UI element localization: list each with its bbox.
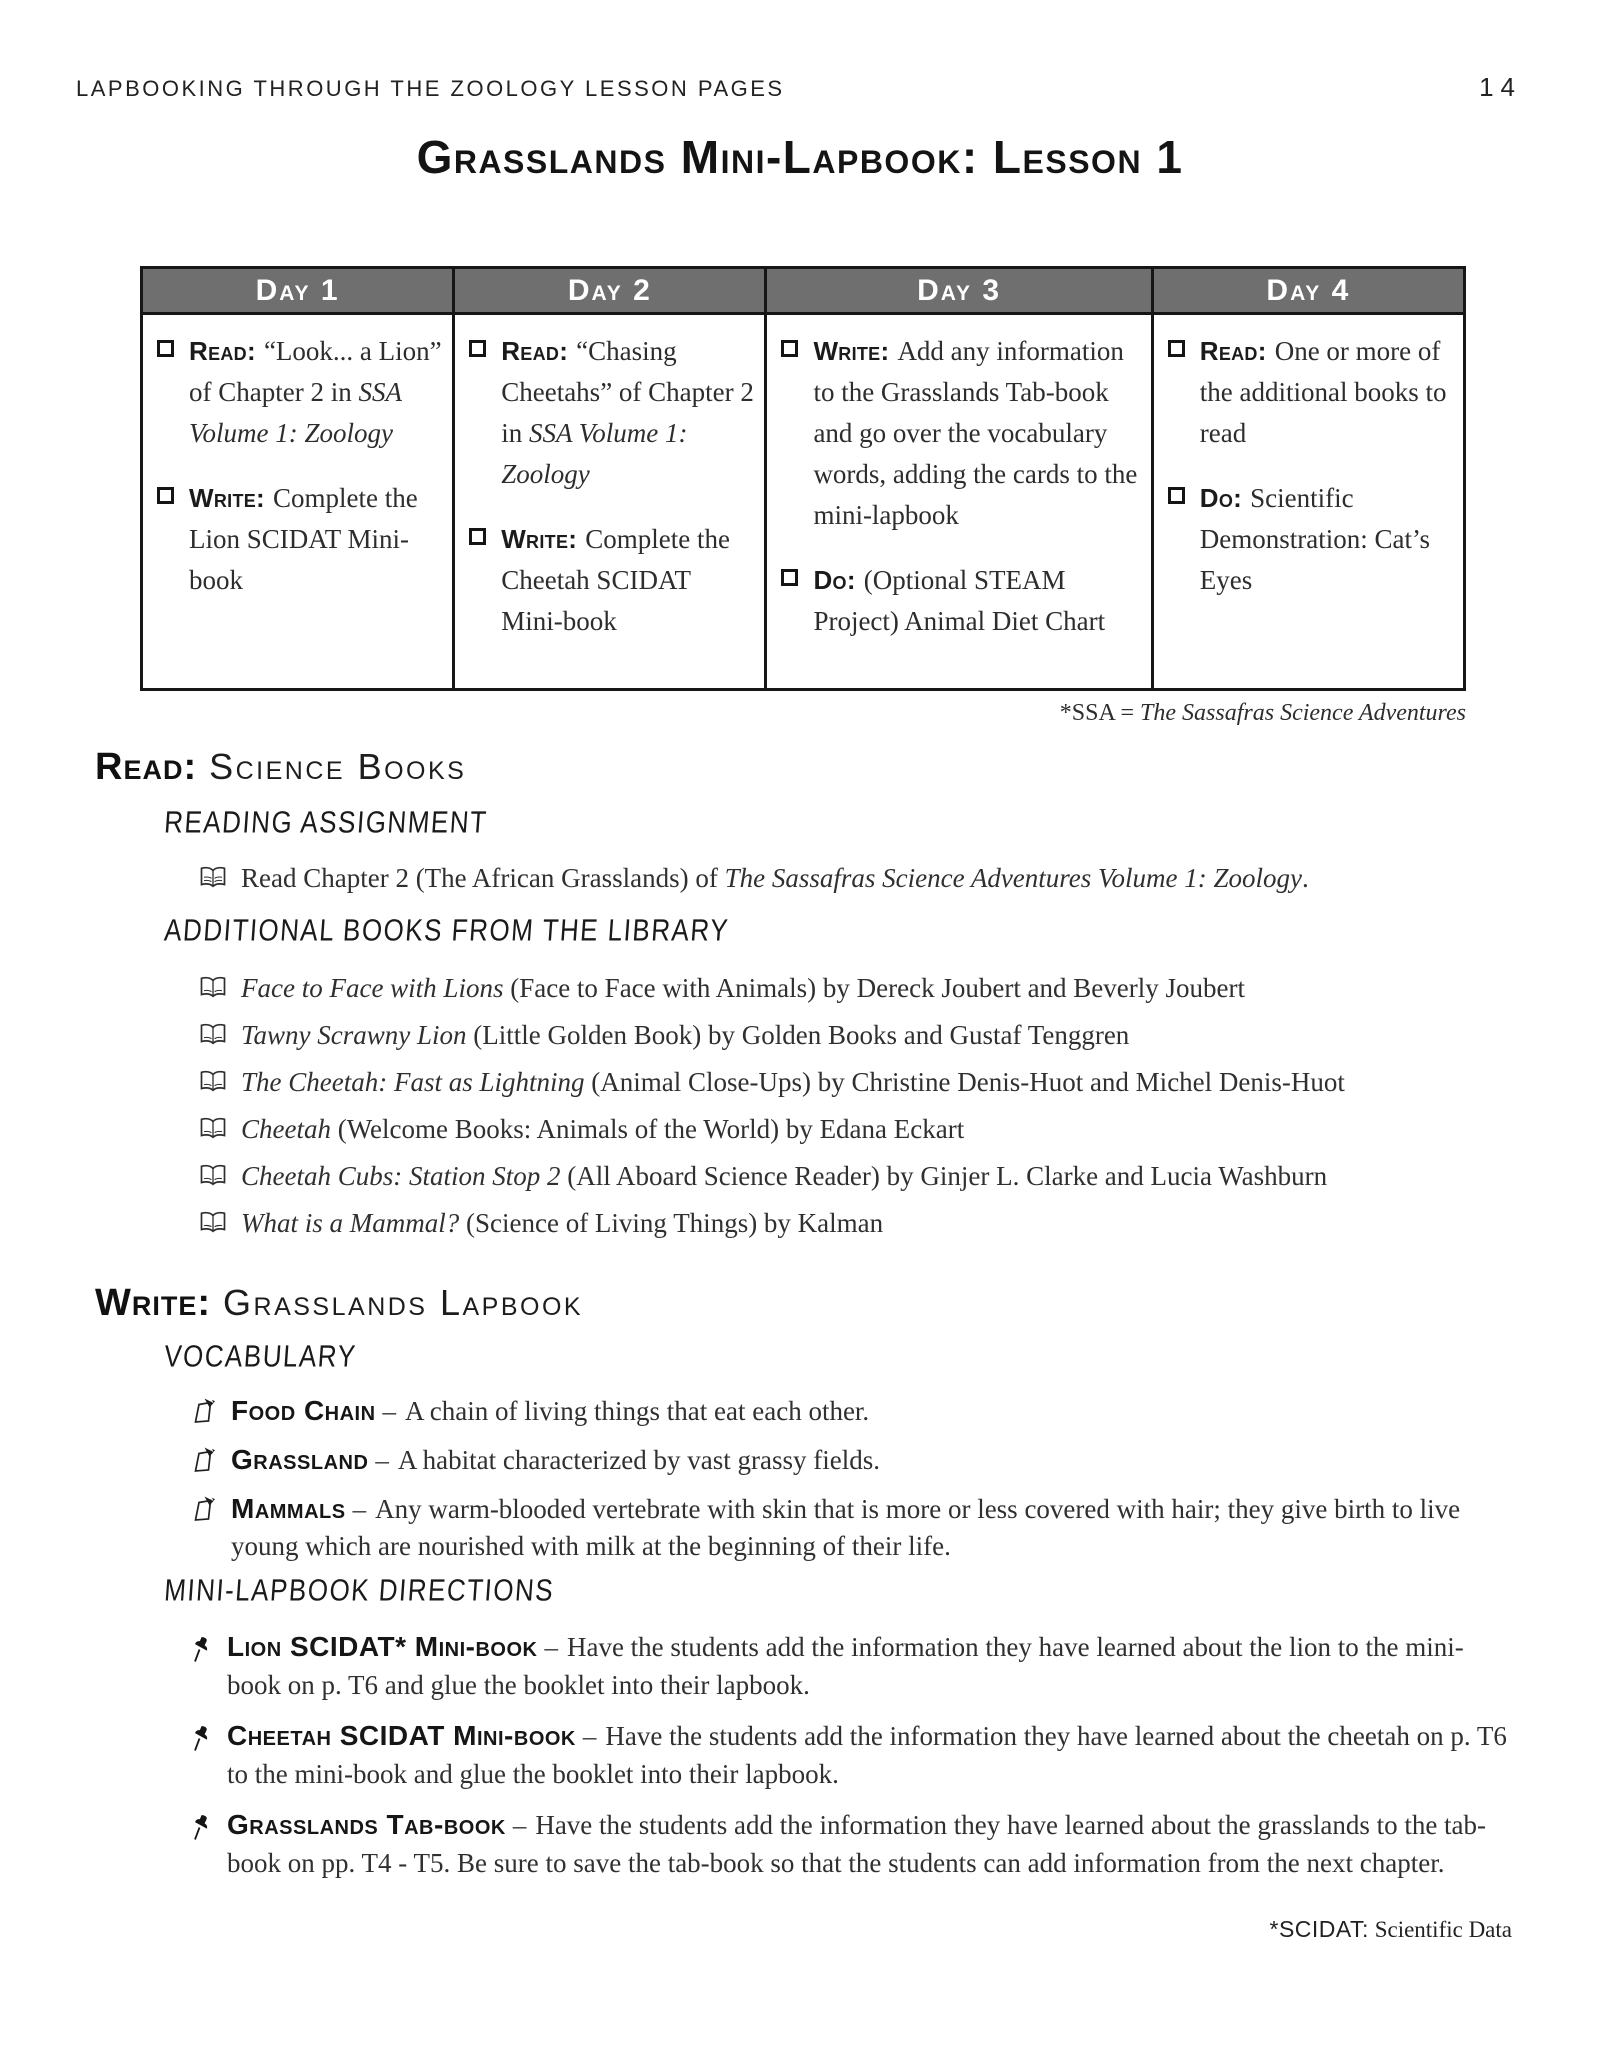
read-heading-label: Read: xyxy=(95,746,198,788)
additional-books-list xyxy=(199,972,1514,1254)
schedule-table xyxy=(140,266,1466,691)
book-text xyxy=(241,1113,964,1145)
vocabulary-list xyxy=(192,1392,1514,1576)
book-item xyxy=(199,1207,1514,1239)
open-book-icon xyxy=(199,1164,227,1192)
day-3-header: Day 3 xyxy=(766,268,1152,314)
book-item xyxy=(199,1160,1514,1192)
book-title: Tawny Scrawny Lion xyxy=(241,1020,467,1050)
directions-subhead: MINI-LAPBOOK DIRECTIONS xyxy=(163,1572,556,1608)
direction-text xyxy=(227,1717,1514,1793)
vocab-definition: A habitat characterized by vast grassy fields. xyxy=(397,1445,880,1475)
task-desc: Complete the Lion SCIDAT Mini-book xyxy=(189,483,418,595)
footnote-title: The Sassafras Science Adventures xyxy=(1140,700,1466,726)
checkbox-icon xyxy=(1168,340,1185,357)
task-label: Write: xyxy=(813,336,890,366)
read-heading-text: Science Books xyxy=(209,746,467,787)
task-label: Do: xyxy=(1199,483,1243,513)
book-text xyxy=(241,1160,1327,1192)
day-1-cell xyxy=(142,314,454,690)
task-text xyxy=(501,331,754,495)
book-item xyxy=(199,1019,1514,1051)
book-rest: (Little Golden Book) by Golden Books and Gustaf Tenggren xyxy=(466,1020,1130,1050)
task-text xyxy=(189,331,442,454)
pushpin-icon xyxy=(192,1814,209,1846)
task-desc: One or more of the additional books to read xyxy=(1199,336,1447,448)
reading-assignment-subhead: READING ASSIGNMENT xyxy=(163,804,489,840)
schedule-body-row xyxy=(142,314,1465,690)
scidat-label: *SCIDAT: xyxy=(1269,1916,1369,1942)
assignment-title: The Sassafras Science Adventures Volume 1: Zoology xyxy=(724,863,1303,893)
page-number: 14 xyxy=(1479,72,1522,102)
open-book-icon xyxy=(199,1211,227,1239)
vocab-term: Food Chain xyxy=(231,1395,376,1426)
open-book-icon xyxy=(199,866,227,894)
checkbox-icon xyxy=(781,569,798,586)
task-text xyxy=(813,560,1140,642)
task-item xyxy=(157,331,442,454)
direction-term: Lion SCIDAT* Mini-book xyxy=(227,1631,538,1662)
book-rest: (All Aboard Science Reader) by Ginjer L. Clarke and Lucia Washburn xyxy=(560,1161,1328,1191)
running-header: LAPBOOKING THROUGH THE ZOOLOGY LESSON PAGES xyxy=(76,76,785,101)
task-desc: (Optional STEAM Project) Animal Diet Chart xyxy=(813,565,1106,636)
checkbox-icon xyxy=(469,340,486,357)
direction-item xyxy=(192,1717,1514,1793)
task-item xyxy=(1168,478,1453,601)
task-item xyxy=(157,478,442,601)
vocab-term: Mammals xyxy=(231,1493,346,1524)
read-section-heading xyxy=(95,746,466,789)
vocab-definition: A chain of living things that eat each other. xyxy=(405,1396,870,1426)
vocab-text xyxy=(231,1490,1514,1565)
direction-term: Cheetah SCIDAT Mini-book xyxy=(227,1720,576,1751)
write-heading-text: Grasslands Lapbook xyxy=(223,1282,584,1323)
book-title: Cheetah Cubs: Station Stop 2 xyxy=(241,1161,561,1191)
book-item xyxy=(199,1066,1514,1098)
pencil-note-icon xyxy=(192,1397,216,1430)
book-text xyxy=(241,1207,883,1239)
additional-books-subhead: ADDITIONAL BOOKS FROM THE LIBRARY xyxy=(163,912,731,948)
task-text xyxy=(813,331,1140,536)
assignment-post: . xyxy=(1302,863,1309,893)
assignment-pre: Read Chapter 2 (The African Grasslands) of xyxy=(241,863,725,893)
direction-item xyxy=(192,1806,1514,1882)
reading-assignment-item xyxy=(199,862,1514,909)
checkbox-icon xyxy=(469,528,486,545)
direction-body: Have the students add the information they have learned about the cheetah on p. T6 to the mini-book and glue the booklet into their lapbook. xyxy=(227,1721,1507,1789)
footer-note xyxy=(1270,1916,1513,1943)
footnote-prefix: *SSA = xyxy=(1059,700,1141,726)
task-desc-italic: SSA Volume 1: Zoology xyxy=(501,418,688,489)
checkbox-icon xyxy=(157,340,174,357)
write-section-heading xyxy=(95,1282,583,1325)
vocab-text xyxy=(231,1441,880,1479)
book-text xyxy=(241,1019,1129,1051)
book-title: Face to Face with Lions xyxy=(241,973,504,1003)
task-text xyxy=(1200,331,1453,454)
task-label: Write: xyxy=(189,483,265,513)
task-label: Read: xyxy=(189,336,256,366)
task-label: Read: xyxy=(1199,336,1267,366)
direction-body: Have the students add the information they have learned about the lion to the mini-book on p. T6 and glue the booklet into their lapbook. xyxy=(227,1632,1464,1700)
dash-separator: – xyxy=(512,1810,527,1840)
book-title: The Cheetah: Fast as Lightning xyxy=(241,1067,585,1097)
direction-text xyxy=(227,1628,1514,1704)
direction-item xyxy=(192,1628,1514,1704)
book-text xyxy=(241,972,1245,1004)
vocab-item xyxy=(192,1490,1514,1565)
book-rest: (Animal Close-Ups) by Christine Denis-Huot and Michel Denis-Huot xyxy=(584,1067,1345,1097)
book-rest: (Science of Living Things) by Kalman xyxy=(459,1208,884,1238)
open-book-icon xyxy=(199,1023,227,1051)
pencil-note-icon xyxy=(192,1495,216,1528)
vocab-item xyxy=(192,1441,1514,1479)
book-rest: (Welcome Books: Animals of the World) by Edana Eckart xyxy=(330,1114,965,1144)
checkbox-icon xyxy=(157,487,174,504)
task-text xyxy=(1200,478,1453,601)
dash-separator: – xyxy=(352,1494,367,1524)
book-item xyxy=(199,1113,1514,1145)
dash-separator: – xyxy=(375,1445,389,1475)
task-item xyxy=(469,331,754,495)
dash-separator: – xyxy=(582,1721,597,1751)
book-text xyxy=(241,1066,1345,1098)
vocab-definition: Any warm-blooded vertebrate with skin that is more or less covered with hair; they give birth to live young which are nourished with milk at the beginning of their life. xyxy=(231,1494,1461,1561)
write-heading-label: Write: xyxy=(95,1282,212,1324)
task-desc: “Look... a Lion” of Chapter 2 in xyxy=(189,336,442,407)
vocab-text xyxy=(231,1392,869,1430)
task-desc: Complete the Cheetah SCIDAT Mini-book xyxy=(501,524,730,636)
assignment-text xyxy=(241,862,1309,894)
day-4-header: Day 4 xyxy=(1152,268,1464,314)
day-3-cell xyxy=(766,314,1152,690)
task-label: Read: xyxy=(501,336,569,366)
schedule-header-row xyxy=(142,268,1465,314)
task-label: Do: xyxy=(813,565,856,595)
checkbox-icon xyxy=(781,340,798,357)
book-title: Cheetah xyxy=(241,1114,331,1144)
vocab-term: Grassland xyxy=(231,1444,369,1475)
day-4-cell xyxy=(1152,314,1464,690)
task-desc: “Chasing Cheetahs” of Chapter 2 in xyxy=(501,336,754,448)
open-book-icon xyxy=(199,1117,227,1145)
task-label: Write: xyxy=(501,524,578,554)
task-item xyxy=(781,560,1140,642)
task-desc-italic: SSA Volume 1: Zoology xyxy=(189,377,402,448)
task-item xyxy=(469,519,754,642)
direction-body: Have the students add the information they have learned about the grasslands to the tab-book on pp. T4 - T5. Be sure to save the tab-book so that the students can add information from the next chapter. xyxy=(227,1810,1487,1878)
open-book-icon xyxy=(199,976,227,1004)
direction-term: Grasslands Tab-book xyxy=(227,1809,506,1840)
book-item xyxy=(199,972,1514,1004)
book-rest: (Face to Face with Animals) by Dereck Joubert and Beverly Joubert xyxy=(503,973,1246,1003)
schedule-table-wrap xyxy=(140,266,1466,691)
day-1-header: Day 1 xyxy=(142,268,454,314)
task-item xyxy=(1168,331,1453,454)
book-title: What is a Mammal? xyxy=(241,1208,460,1238)
day-2-cell xyxy=(454,314,766,690)
day-2-header: Day 2 xyxy=(454,268,766,314)
checkbox-icon xyxy=(1168,487,1185,504)
task-text xyxy=(189,478,442,601)
open-book-icon xyxy=(199,1070,227,1098)
task-text xyxy=(501,519,754,642)
dash-separator: – xyxy=(544,1632,558,1662)
task-desc: Add any information to the Grasslands Tab-book and go over the vocabulary words, adding the cards to the mini-lapbook xyxy=(813,336,1138,530)
pushpin-icon xyxy=(192,1636,209,1668)
pushpin-icon xyxy=(192,1725,209,1757)
table-footnote xyxy=(140,700,1466,727)
book-item xyxy=(199,862,1514,894)
vocabulary-subhead: VOCABULARY xyxy=(163,1338,358,1374)
directions-list xyxy=(192,1628,1514,1895)
vocab-item xyxy=(192,1392,1514,1430)
task-item xyxy=(781,331,1140,536)
pencil-note-icon xyxy=(192,1446,216,1479)
scidat-text: Scientific Data xyxy=(1368,1917,1512,1942)
page-header xyxy=(76,72,1522,103)
page-title: Grasslands Mini-Lapbook: Lesson 1 xyxy=(416,131,1184,183)
dash-separator: – xyxy=(382,1396,397,1426)
task-desc: Scientific Demonstration: Cat’s Eyes xyxy=(1199,483,1430,595)
direction-text xyxy=(227,1806,1514,1882)
